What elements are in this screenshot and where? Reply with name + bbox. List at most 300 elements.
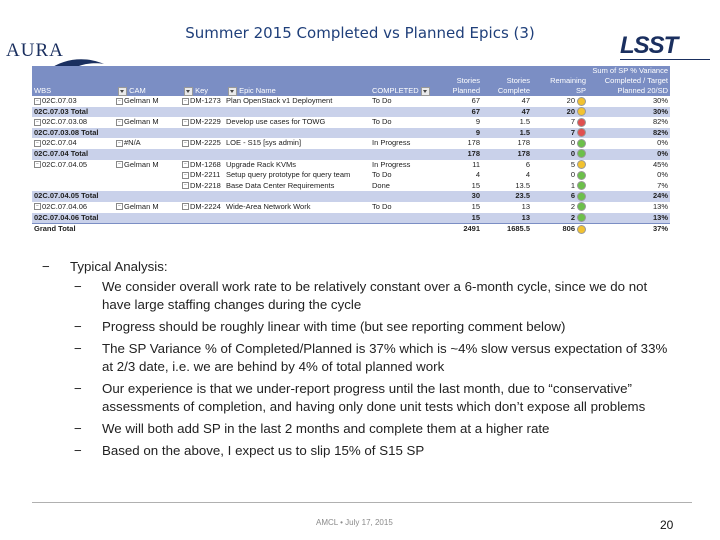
cell-key: [180, 224, 224, 235]
pivot-table-body: [32, 96, 670, 235]
cell-complete-text: 13: [521, 212, 530, 222]
col-header-key[interactable]: [180, 66, 224, 96]
status-indicator-icon: [577, 192, 586, 201]
cell-planned: [432, 107, 482, 118]
cell-planned: [432, 138, 482, 149]
cell-variance-text: 82%: [652, 127, 668, 137]
cell-epic: [224, 96, 370, 107]
cell-wbs-text: 02C.07.03 Total: [34, 106, 89, 116]
col-header-key-label: Key: [195, 86, 209, 95]
cell-planned: [432, 191, 482, 202]
cell-variance: [588, 213, 670, 224]
cell-variance-text: 30%: [652, 96, 668, 105]
cell-remaining-text: 2: [570, 201, 575, 211]
cell-key-text: DM-1268: [190, 159, 221, 169]
table-row: [32, 181, 670, 192]
cell-remaining: [532, 128, 588, 139]
cell-key-text: DM-1273: [190, 96, 221, 105]
cell-cam: [114, 107, 180, 118]
cell-complete: [482, 117, 532, 128]
collapse-toggle-icon[interactable]: −: [116, 161, 123, 168]
cell-complete: [482, 149, 532, 160]
collapse-toggle-icon[interactable]: −: [182, 140, 189, 147]
cell-cam: [114, 117, 180, 128]
status-indicator-icon: [577, 181, 586, 190]
subtotal-row: [32, 213, 670, 224]
cell-variance: [588, 128, 670, 139]
cell-complete-text: 13: [521, 201, 530, 211]
col-header-planned: [432, 66, 482, 96]
bullet-heading-text: Typical Analysis:: [70, 259, 168, 274]
cell-wbs-text: 02C.07.04.06: [42, 201, 88, 211]
cell-cam-text: Gelman M: [124, 96, 159, 105]
table-row: [32, 170, 670, 181]
bullet-item: [42, 318, 682, 336]
collapse-toggle-icon[interactable]: −: [34, 161, 41, 168]
cell-status: [370, 96, 432, 107]
bullet-item-text: We consider overall work rate to be relatively constant over a 6-month cycle, since we do not have large staffing changes during the cycle: [102, 279, 648, 312]
collapse-toggle-icon[interactable]: −: [34, 140, 41, 147]
cell-variance: [588, 96, 670, 107]
cell-remaining: [532, 170, 588, 181]
cell-status-text: Done: [372, 180, 390, 190]
cell-complete: [482, 128, 532, 139]
col-header-variance-bottom: Planned 20/SD: [617, 86, 668, 95]
collapse-toggle-icon[interactable]: −: [116, 203, 123, 210]
cell-key-text: DM-2224: [190, 201, 221, 211]
cell-complete-text: 47: [521, 106, 530, 116]
cell-status: [370, 160, 432, 171]
cell-wbs: [32, 107, 114, 118]
bullet-item: [42, 278, 682, 314]
cell-cam: [114, 96, 180, 107]
filter-dropdown-icon[interactable]: [421, 87, 430, 96]
dash-icon: −: [74, 443, 82, 458]
filter-dropdown-icon[interactable]: [184, 87, 193, 96]
cell-planned: [432, 149, 482, 160]
col-header-variance: [588, 66, 670, 96]
cell-variance: [588, 160, 670, 171]
cell-wbs: [32, 138, 114, 149]
cell-cam: [114, 181, 180, 192]
cell-variance: [588, 224, 670, 235]
cell-wbs: [32, 117, 114, 128]
cell-status: [370, 138, 432, 149]
cell-cam: [114, 128, 180, 139]
table-header-row: [32, 66, 670, 96]
cell-epic-text: Setup query prototype for query team: [226, 170, 351, 180]
cell-cam: [114, 138, 180, 149]
cell-planned-text: 178: [467, 148, 480, 158]
cell-epic: [224, 117, 370, 128]
cell-wbs-text: 02C.07.03.08 Total: [34, 127, 99, 137]
collapse-toggle-icon[interactable]: −: [34, 203, 41, 210]
subtotal-row: [32, 191, 670, 202]
table-row: [32, 96, 670, 107]
cell-variance: [588, 191, 670, 202]
cell-epic: [224, 160, 370, 171]
cell-wbs: [32, 181, 114, 192]
cell-variance-text: 13%: [652, 212, 668, 222]
cell-planned: [432, 202, 482, 213]
col-header-wbs-label: WBS: [34, 86, 52, 95]
cell-variance-text: 0%: [657, 170, 668, 180]
status-indicator-icon: [577, 225, 586, 234]
cell-complete-text: 6: [525, 159, 530, 169]
cell-planned: [432, 117, 482, 128]
cell-wbs-text: 02C.07.04.05: [42, 159, 88, 169]
cell-status-text: In Progress: [372, 159, 411, 169]
footer-divider: [32, 502, 692, 503]
col-header-status[interactable]: [370, 66, 432, 96]
cell-remaining-text: 0: [570, 138, 575, 148]
cell-status: [370, 181, 432, 192]
collapse-toggle-icon[interactable]: −: [116, 140, 123, 147]
dash-icon: −: [74, 319, 82, 334]
cell-complete: [482, 224, 532, 235]
collapse-toggle-icon[interactable]: −: [34, 119, 41, 126]
grand-total-row: [32, 224, 670, 235]
status-indicator-icon: [577, 97, 586, 106]
cell-planned-text: 178: [467, 138, 480, 148]
pivot-table-container: [32, 66, 670, 235]
cell-status: [370, 149, 432, 160]
cell-wbs: [32, 224, 114, 235]
bullet-item: [42, 442, 682, 460]
cell-remaining-text: 0: [570, 148, 575, 158]
collapse-toggle-icon[interactable]: −: [116, 98, 123, 105]
cell-remaining: [532, 107, 588, 118]
cell-key: [180, 170, 224, 181]
collapse-toggle-icon[interactable]: −: [182, 98, 189, 105]
cell-planned: [432, 128, 482, 139]
cell-epic: [224, 170, 370, 181]
dash-icon: −: [74, 421, 82, 436]
cell-key: [180, 160, 224, 171]
dash-icon: −: [74, 279, 82, 294]
cell-wbs-text: 02C.07.03.08: [42, 117, 88, 127]
col-header-epic[interactable]: [224, 66, 370, 96]
cell-planned-text: 15: [471, 212, 480, 222]
col-header-cam[interactable]: [114, 66, 180, 96]
col-header-remaining-bottom: SP: [575, 86, 586, 95]
col-header-planned-bottom: Planned: [452, 86, 480, 95]
bullet-item-text: Our experience is that we under-report progress until the last month, due to “conservative” assessments of completion, and having only done unit tests which don’t expose all problems: [102, 381, 646, 414]
cell-remaining: [532, 202, 588, 213]
cell-status: [370, 107, 432, 118]
cell-cam-text: Gelman M: [124, 159, 159, 169]
cell-variance: [588, 170, 670, 181]
cell-wbs-text: 02C.07.03: [42, 96, 77, 105]
cell-key: [180, 213, 224, 224]
status-indicator-icon: [577, 107, 586, 116]
aura-logo-text: AURA: [6, 40, 64, 61]
cell-key-text: DM-2218: [190, 180, 221, 190]
cell-variance: [588, 138, 670, 149]
cell-complete: [482, 191, 532, 202]
lsst-logo-text: LSST: [620, 32, 678, 59]
cell-complete-text: 4: [525, 170, 530, 180]
cell-key: [180, 149, 224, 160]
collapse-toggle-icon[interactable]: −: [182, 182, 189, 189]
cell-key: [180, 181, 224, 192]
cell-status-text: To Do: [372, 170, 392, 180]
bullet-item: [42, 420, 682, 438]
cell-cam: [114, 149, 180, 160]
cell-variance-text: 7%: [657, 180, 668, 190]
cell-key: [180, 117, 224, 128]
cell-remaining-text: 20: [566, 96, 575, 105]
cell-variance-text: 0%: [657, 148, 668, 158]
cell-planned-text: 67: [471, 96, 480, 105]
filter-dropdown-icon[interactable]: [118, 87, 127, 96]
cell-complete: [482, 138, 532, 149]
cell-wbs: [32, 149, 114, 160]
col-header-variance-mid: Completed / Target: [604, 76, 668, 85]
cell-wbs: [32, 128, 114, 139]
cell-planned: [432, 96, 482, 107]
cell-status: [370, 170, 432, 181]
cell-key: [180, 202, 224, 213]
col-header-wbs[interactable]: [32, 66, 114, 96]
subtotal-row: [32, 149, 670, 160]
cell-cam: [114, 224, 180, 235]
status-indicator-icon: [577, 202, 586, 211]
cell-remaining: [532, 117, 588, 128]
table-row: [32, 202, 670, 213]
bullet-item-text: Based on the above, I expect us to slip 15% of S15 SP: [102, 443, 425, 458]
cell-complete-text: 23.5: [515, 191, 530, 201]
lsst-logo: [620, 34, 710, 62]
cell-status-text: To Do: [372, 201, 392, 211]
cell-variance: [588, 149, 670, 160]
cell-remaining: [532, 181, 588, 192]
cell-complete-text: 1.5: [519, 127, 530, 137]
cell-key: [180, 191, 224, 202]
status-indicator-icon: [577, 171, 586, 180]
cell-wbs-text: 02C.07.04.05 Total: [34, 191, 99, 201]
cell-planned-text: 30: [471, 191, 480, 201]
cell-planned-text: 15: [471, 201, 480, 211]
col-header-complete: [482, 66, 532, 96]
cell-variance-text: 82%: [652, 117, 668, 127]
cell-variance: [588, 181, 670, 192]
cell-wbs-text: 02C.07.04: [42, 138, 77, 148]
cell-status: [370, 202, 432, 213]
cell-wbs-text: 02C.07.04.06 Total: [34, 212, 99, 222]
cell-remaining-text: 1: [570, 180, 575, 190]
bullet-item-text: Progress should be roughly linear with time (but see reporting comment below): [102, 319, 566, 334]
cell-cam-text: #N/A: [124, 138, 141, 148]
cell-complete-text: 13.5: [515, 180, 530, 190]
cell-complete: [482, 202, 532, 213]
cell-cam-text: Gelman M: [124, 117, 159, 127]
cell-remaining-text: 7: [570, 127, 575, 137]
cell-cam: [114, 160, 180, 171]
col-header-remaining-top: Remaining: [550, 76, 586, 85]
cell-variance: [588, 202, 670, 213]
cell-key: [180, 138, 224, 149]
cell-complete: [482, 96, 532, 107]
cell-wbs: [32, 96, 114, 107]
table-row: [32, 160, 670, 171]
col-header-variance-top: Sum of SP % Variance: [592, 66, 668, 75]
bullet-heading: [42, 258, 682, 276]
cell-planned-text: 9: [475, 117, 480, 127]
cell-wbs: [32, 160, 114, 171]
col-header-complete-top: Stories: [506, 76, 530, 85]
cell-complete-text: 1685.5: [507, 224, 530, 234]
filter-dropdown-icon[interactable]: [228, 87, 237, 96]
cell-epic: [224, 224, 370, 235]
cell-remaining-text: 7: [570, 117, 575, 127]
collapse-toggle-icon[interactable]: −: [182, 172, 189, 179]
cell-planned-text: 2491: [463, 224, 480, 234]
cell-key: [180, 128, 224, 139]
collapse-toggle-icon[interactable]: −: [182, 161, 189, 168]
col-header-remaining: [532, 66, 588, 96]
cell-cam: [114, 191, 180, 202]
status-indicator-icon: [577, 139, 586, 148]
cell-epic-text: Plan OpenStack v1 Deployment: [226, 96, 333, 105]
cell-complete: [482, 170, 532, 181]
cell-remaining-text: 806: [562, 224, 575, 234]
cell-wbs: [32, 191, 114, 202]
cell-planned: [432, 224, 482, 235]
cell-complete: [482, 160, 532, 171]
cell-complete-text: 178: [517, 148, 530, 158]
analysis-bullets: [42, 258, 682, 464]
cell-epic-text: Wide-Area Network Work: [226, 201, 311, 211]
cell-epic-text: Develop use cases for TOWG: [226, 117, 326, 127]
cell-status: [370, 117, 432, 128]
cell-cam: [114, 213, 180, 224]
cell-key: [180, 96, 224, 107]
cell-planned-text: 67: [471, 106, 480, 116]
cell-planned: [432, 213, 482, 224]
status-indicator-icon: [577, 149, 586, 158]
cell-key-text: DM-2229: [190, 117, 221, 127]
cell-variance-text: 0%: [657, 138, 668, 148]
cell-complete: [482, 213, 532, 224]
footer-text: AMCL • July 17, 2015: [316, 518, 393, 527]
cell-epic: [224, 181, 370, 192]
cell-variance-text: 24%: [652, 191, 668, 201]
table-row: [32, 117, 670, 128]
cell-epic-text: Base Data Center Requirements: [226, 180, 335, 190]
cell-planned-text: 9: [475, 127, 480, 137]
cell-remaining: [532, 138, 588, 149]
cell-wbs: [32, 213, 114, 224]
dash-icon: −: [74, 381, 82, 396]
cell-cam-text: Gelman M: [124, 201, 159, 211]
cell-planned-text: 4: [475, 170, 480, 180]
status-indicator-icon: [577, 118, 586, 127]
cell-complete: [482, 107, 532, 118]
col-header-status-label: COMPLETED: [372, 86, 419, 95]
cell-complete-text: 1.5: [519, 117, 530, 127]
cell-status: [370, 128, 432, 139]
cell-planned-text: 11: [472, 159, 480, 169]
pivot-table: [32, 66, 670, 235]
col-header-planned-top: Stories: [456, 76, 480, 85]
status-indicator-icon: [577, 213, 586, 222]
collapse-toggle-icon[interactable]: −: [182, 119, 189, 126]
cell-remaining-text: 0: [570, 170, 575, 180]
cell-remaining: [532, 160, 588, 171]
dash-icon: −: [74, 341, 82, 356]
cell-epic-text: LOE - S15 [sys admin]: [226, 138, 302, 148]
cell-status: [370, 191, 432, 202]
cell-status-text: To Do: [372, 117, 392, 127]
col-header-complete-bottom: Complete: [497, 86, 530, 95]
status-indicator-icon: [577, 128, 586, 137]
cell-epic: [224, 213, 370, 224]
dash-icon: −: [42, 259, 50, 274]
cell-variance-text: 37%: [652, 224, 668, 234]
subtotal-row: [32, 128, 670, 139]
cell-epic: [224, 202, 370, 213]
cell-remaining-text: 5: [570, 159, 575, 169]
cell-key-text: DM-2225: [190, 138, 221, 148]
collapse-toggle-icon[interactable]: −: [182, 203, 189, 210]
cell-cam: [114, 170, 180, 181]
bullet-item: [42, 380, 682, 416]
cell-status-text: In Progress: [372, 138, 411, 148]
cell-variance: [588, 117, 670, 128]
bullet-item-text: We will both add SP in the last 2 months and complete them at a higher rate: [102, 421, 550, 436]
page-number: 20: [660, 518, 674, 532]
cell-wbs-text: 02C.07.04 Total: [34, 148, 89, 158]
cell-planned: [432, 170, 482, 181]
cell-planned-text: 15: [471, 180, 480, 190]
col-header-cam-label: CAM: [129, 86, 146, 95]
cell-wbs: [32, 202, 114, 213]
cell-cam: [114, 202, 180, 213]
cell-wbs-text: Grand Total: [34, 224, 76, 234]
cell-variance-text: 45%: [652, 159, 668, 169]
cell-variance-text: 30%: [652, 106, 668, 116]
collapse-toggle-icon[interactable]: −: [116, 119, 123, 126]
bullet-item-text: The SP Variance % of Completed/Planned is 37% which is ~4% slow versus expectation of 33% at 2/3 date, i.e. we are behind by 4% of total planned work: [102, 341, 668, 374]
cell-key-text: DM-2211: [190, 170, 221, 180]
cell-variance-text: 13%: [652, 201, 668, 211]
cell-remaining-text: 6: [570, 191, 575, 201]
cell-complete-text: 47: [521, 96, 530, 105]
col-header-epic-label: Epic Name: [239, 86, 276, 95]
cell-status-text: To Do: [372, 96, 392, 105]
cell-remaining-text: 20: [566, 106, 575, 116]
cell-wbs: [32, 170, 114, 181]
cell-status: [370, 224, 432, 235]
cell-key: [180, 107, 224, 118]
cell-variance: [588, 107, 670, 118]
cell-epic: [224, 107, 370, 118]
cell-epic: [224, 149, 370, 160]
cell-status: [370, 213, 432, 224]
cell-remaining-text: 2: [570, 212, 575, 222]
cell-planned: [432, 181, 482, 192]
cell-epic: [224, 128, 370, 139]
cell-epic-text: Upgrade Rack KVMs: [226, 159, 297, 169]
cell-remaining: [532, 213, 588, 224]
subtotal-row: [32, 107, 670, 118]
cell-remaining: [532, 149, 588, 160]
collapse-toggle-icon[interactable]: −: [34, 98, 41, 105]
cell-planned: [432, 160, 482, 171]
cell-complete: [482, 181, 532, 192]
table-row: [32, 138, 670, 149]
